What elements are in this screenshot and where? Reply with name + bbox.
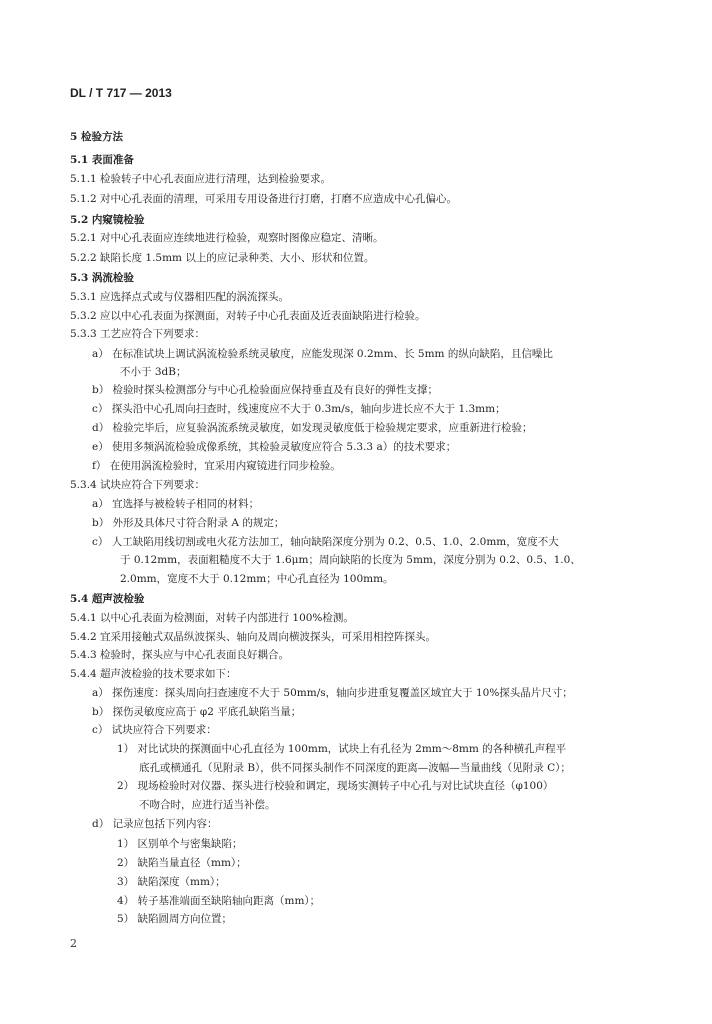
text-line: 5.2.2 缺陷长度 1.5mm 以上的应记录种类、大小、形状和位置。 <box>70 252 375 264</box>
text-line: 于 0.12mm，表面粗糙度不大于 1.6μm；周向缺陷的长度为 5mm，深度分别为 0.2、0.5、1.0、 <box>120 554 581 566</box>
text-line: 1） 对比试块的探测面中心孔直径为 100mm，试块上有孔径为 2mm～8mm 的各种横孔声程平 <box>117 743 567 755</box>
text-line: f） 在使用涡流检验时，宜采用内窥镜进行同步检验。 <box>92 460 341 472</box>
text-line: 5） 缺陷圆周方向位置； <box>117 913 233 925</box>
text-line: 5.3.1 应选择点式或与仪器相匹配的涡流探头。 <box>70 291 290 303</box>
text-line: a） 探伤速度：探头周向扫查速度不大于 50mm/s，轴向步进重复覆盖区域宜大于 10%探头晶片尺寸； <box>92 687 573 699</box>
text-line: 3） 缺陷深度（mm）； <box>117 876 226 888</box>
text-line: d） 记录应包括下列内容： <box>92 818 218 830</box>
text-line: 5.4.4 超声波检验的技术要求如下： <box>70 668 237 680</box>
text-line: e） 使用多频涡流检验成像系统，其检验灵敏度应符合 5.3.3 a）的技术要求； <box>92 441 457 453</box>
text-line: c） 探头沿中心孔周向扫查时，线速度应不大于 0.3m/s，轴向步进长应不大于 1.3mm； <box>92 403 506 415</box>
section-heading: 5 检验方法 <box>70 131 123 143</box>
text-line: 2） 现场检验时对仪器、探头进行校验和调定，现场实测转子中心孔与对比试块直径（φ100） <box>117 780 554 792</box>
text-line: 2.0mm，宽度不大于 0.12mm；中心孔直径为 100mm。 <box>120 573 394 585</box>
text-line: c） 试块应符合下列要求： <box>92 724 217 736</box>
text-line: 2） 缺陷当量直径（mm）； <box>117 857 247 869</box>
text-line: b） 外形及具体尺寸符合附录 A 的规定； <box>92 517 285 529</box>
text-line: 底孔或横通孔（见附录 B），供不同探头制作不同深度的距离—波幅—当量曲线（见附录 C）； <box>139 762 571 774</box>
section-heading: 5.4 超声波检验 <box>70 593 145 605</box>
text-line: a） 在标准试块上调试涡流检验系统灵敏度，应能发现深 0.2mm、长 5mm 的纵向缺陷，且信噪比 <box>92 348 553 360</box>
text-line: 5.4.3 检验时，探头应与中心孔表面良好耦合。 <box>70 649 290 661</box>
section-heading: 5.3 涡流检验 <box>70 272 134 284</box>
text-line: 不吻合时，应进行适当补偿。 <box>139 799 276 811</box>
text-line: b） 检验时探头检测部分与中心孔检验面应保持垂直及有良好的弹性支撑； <box>92 384 439 396</box>
standard-header: DL / T 717 — 2013 <box>70 86 172 100</box>
text-line: b） 探伤灵敏度应高于 φ2 平底孔缺陷当量； <box>92 706 302 718</box>
text-line: 5.3.4 试块应符合下列要求： <box>70 479 206 491</box>
text-line: 不小于 3dB； <box>120 366 187 378</box>
text-line: 4） 转子基准端面至缺陷轴向距离（mm）； <box>117 895 321 907</box>
text-line: 5.1.1 检验转子中心孔表面应进行清理，达到检验要求。 <box>70 173 332 185</box>
page-number: 2 <box>70 937 77 950</box>
text-line: c） 人工缺陷用线切割或电火花方法加工，轴向缺陷深度分别为 0.2、0.5、1.0、2.0mm，宽度不大 <box>92 536 559 548</box>
text-line: a） 宜选择与被检转子相同的材料； <box>92 498 260 510</box>
text-line: 1） 区别单个与密集缺陷； <box>117 838 243 850</box>
text-line: d） 检验完毕后，应复验涡流系统灵敏度，如发现灵敏度低于检验规定要求，应重新进行检验； <box>92 422 533 434</box>
text-line: 5.2.1 对中心孔表面应连续地进行检验，观察时图像应稳定、清晰。 <box>70 232 384 244</box>
text-line: 5.3.3 工艺应符合下列要求： <box>70 328 206 340</box>
text-line: 5.4.2 宜采用接触式双晶纵波探头、轴向及周向横波探头，可采用相控阵探头。 <box>70 631 437 643</box>
section-heading: 5.2 内窥镜检验 <box>70 214 145 226</box>
text-line: 5.4.1 以中心孔表面为检测面，对转子内部进行 100%检测。 <box>70 612 354 624</box>
text-line: 5.1.2 对中心孔表面的清理，可采用专用设备进行打磨，打磨不应造成中心孔偏心。 <box>70 193 458 205</box>
text-line: 5.3.2 应以中心孔表面为探测面，对转子中心孔表面及近表面缺陷进行检验。 <box>70 310 426 322</box>
section-heading: 5.1 表面准备 <box>70 154 134 166</box>
